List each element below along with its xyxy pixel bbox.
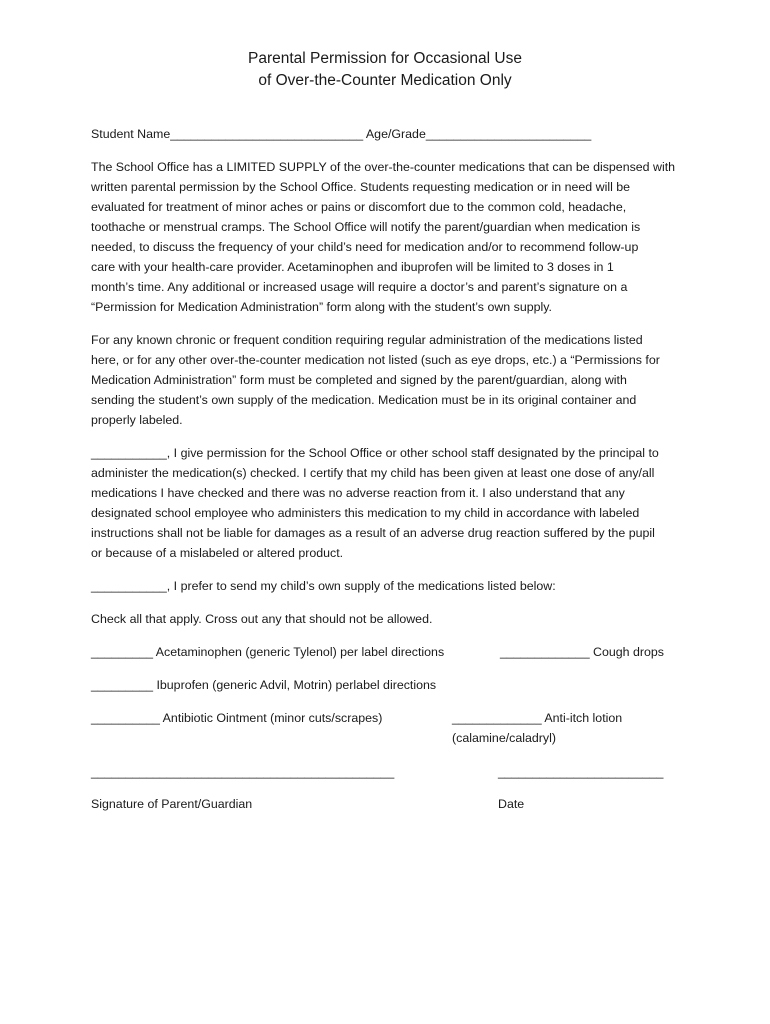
paragraph-line: ___________, I give permission for the School Office or other school staff designated by the principal to xyxy=(91,446,659,460)
date-label: Date xyxy=(498,797,525,811)
paragraph-line: toothache or menstrual cramps. The School Office will notify the parent/guardian when medication is xyxy=(91,220,641,234)
medication-antibiotic-ointment: __________ Antibiotic Ointment (minor cuts/scrapes) xyxy=(91,711,383,725)
medication-ibuprofen: _________ Ibuprofen (generic Advil, Motrin) perlabel directions xyxy=(91,678,437,692)
paragraph-line: properly labeled. xyxy=(91,413,183,427)
paragraph-line: Medication Administration” form must be completed and signed by the parent/guardian, along with xyxy=(91,373,627,387)
paragraph-line: here, or for any other over-the-counter medication not listed (such as eye drops, etc.) a “Permissions for xyxy=(91,353,660,367)
paragraph-line: written parental permission by the School Office. Students requesting medication or in need will be xyxy=(91,180,631,194)
paragraph-line: month’s time. Any additional or increased usage will require a doctor’s and parent’s signature on a xyxy=(91,280,628,294)
paragraph-line: “Permission for Medication Administration” form along with the student’s own supply. xyxy=(91,300,552,314)
paragraph-permission-statement xyxy=(91,443,691,563)
paragraph-line: or because of a mislabeled or altered product. xyxy=(91,546,344,560)
medication-anti-itch-detail: (calamine/caladryl) xyxy=(452,731,556,745)
paragraph-line: For any known chronic or frequent condition requiring regular administration of the medications listed xyxy=(91,333,643,347)
own-supply-line: ___________, I prefer to send my child’s own supply of the medications listed below: xyxy=(91,579,556,593)
paragraph-line: evaluated for treatment of minor aches or pains or discomfort due to the common cold, headache, xyxy=(91,200,627,214)
paragraph-line: The School Office has a LIMITED SUPPLY of the over-the-counter medications that can be dispensed with xyxy=(91,160,676,174)
form-title-line-1: Parental Permission for Occasional Use xyxy=(248,50,522,67)
medication-acetaminophen: _________ Acetaminophen (generic Tylenol) per label directions xyxy=(91,645,445,659)
paragraph-line: needed, to discuss the frequency of your child’s need for medication and/or to recommend follow-up xyxy=(91,240,639,254)
parent-signature-line: ____________________________________________ xyxy=(91,765,395,779)
medication-anti-itch-lotion: _____________ Anti-itch lotion xyxy=(452,711,623,725)
paragraph-chronic-condition xyxy=(91,330,691,430)
medication-cough-drops: _____________ Cough drops xyxy=(500,645,664,659)
paragraph-line: designated school employee who administers this medication to my child in accordance with labeled xyxy=(91,506,640,520)
paragraph-line: care with your health-care provider. Acetaminophen and ibuprofen will be limited to 3 doses in 1 xyxy=(91,260,614,274)
paragraph-line: administer the medication(s) checked. I certify that my child has been given at least one dose of any/all xyxy=(91,466,655,480)
student-name-age-grade-line: Student Name____________________________ Age/Grade________________________ xyxy=(91,127,592,141)
paragraph-line: medications I have checked and there was no adverse reaction from it. I also understand that any xyxy=(91,486,625,500)
form-title-line-2: of Over-the-Counter Medication Only xyxy=(258,72,512,89)
paragraph-line: sending the student’s own supply of the medication. Medication must be in its original container and xyxy=(91,393,637,407)
parent-signature-label: Signature of Parent/Guardian xyxy=(91,797,253,811)
paragraph-line: instructions shall not be liable for damages as a result of an adverse drug reaction suffered by the pupil xyxy=(91,526,655,540)
date-line: ________________________ xyxy=(498,765,664,779)
check-instruction: Check all that apply. Cross out any that should not be allowed. xyxy=(91,612,433,626)
paragraph-limited-supply xyxy=(91,157,691,317)
